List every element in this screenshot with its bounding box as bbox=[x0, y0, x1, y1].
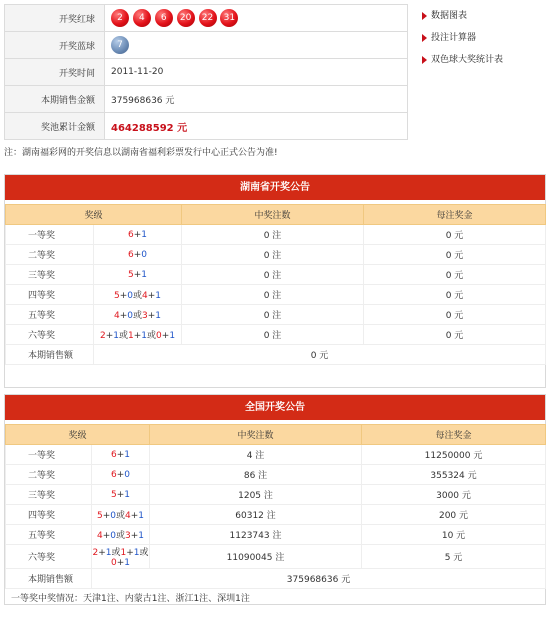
red-count: 6 bbox=[128, 249, 134, 260]
prize-rule bbox=[94, 225, 182, 245]
col-header-count: 中奖注数 bbox=[150, 425, 362, 445]
national-announcement bbox=[4, 394, 546, 605]
red-count: 2 bbox=[92, 548, 99, 558]
red-ball-label: 开奖红球 bbox=[5, 5, 105, 32]
rule-separator: 或 bbox=[133, 311, 143, 321]
rule-separator: + bbox=[161, 331, 170, 341]
province-rows bbox=[6, 225, 546, 365]
blue-count: 1 bbox=[133, 548, 140, 558]
prize-level: 五等奖 bbox=[6, 525, 92, 545]
prize-rule bbox=[92, 505, 150, 525]
draw-date-label: 开奖时间 bbox=[5, 59, 105, 86]
blue-count: 0 bbox=[127, 291, 133, 301]
prize-amount: 0 元 bbox=[364, 225, 546, 245]
link-data-chart[interactable] bbox=[422, 8, 503, 30]
prize-level: 六等奖 bbox=[6, 545, 92, 569]
rule-separator: + bbox=[116, 469, 125, 480]
triangle-right-icon bbox=[422, 34, 427, 42]
prize-level: 一等奖 bbox=[6, 225, 94, 245]
red-ball: 31 bbox=[220, 9, 238, 27]
rule-separator: 或 bbox=[111, 548, 121, 558]
total-row bbox=[6, 569, 546, 589]
table-row bbox=[6, 225, 546, 245]
total-label: 本期销售额 bbox=[6, 569, 92, 589]
rule-separator: + bbox=[147, 311, 156, 321]
prize-level: 一等奖 bbox=[6, 445, 92, 465]
table-row bbox=[6, 245, 546, 265]
sales-label: 本期销售金额 bbox=[5, 86, 105, 113]
red-count: 5 bbox=[96, 511, 103, 521]
winner-count: 11090045 注 bbox=[150, 545, 362, 569]
link-bet-calculator[interactable] bbox=[422, 30, 503, 52]
red-count: 1 bbox=[128, 331, 134, 341]
link-label: 数据图表 bbox=[431, 11, 468, 21]
rule-separator: + bbox=[119, 311, 128, 321]
rule-separator: 或 bbox=[118, 331, 128, 341]
prize-rule bbox=[94, 325, 182, 345]
rule-separator: + bbox=[98, 548, 106, 558]
rule-separator: + bbox=[119, 291, 128, 301]
table-row bbox=[6, 305, 546, 325]
winner-count: 0 注 bbox=[182, 285, 364, 305]
prize-rule bbox=[94, 265, 182, 285]
table-row bbox=[6, 505, 546, 525]
draw-info-table bbox=[4, 4, 408, 140]
prize-amount: 11250000 元 bbox=[362, 445, 546, 465]
winner-count: 0 注 bbox=[182, 305, 364, 325]
red-count: 4 bbox=[113, 311, 120, 321]
rule-separator: + bbox=[116, 558, 125, 568]
rule-separator: + bbox=[133, 331, 142, 341]
col-header-count: 中奖注数 bbox=[182, 205, 364, 225]
rule-separator: + bbox=[133, 249, 142, 260]
total-amount: 375968636 元 bbox=[92, 569, 546, 589]
rule-separator: + bbox=[130, 511, 139, 521]
blue-count: 0 bbox=[141, 249, 148, 260]
table-row bbox=[6, 525, 546, 545]
triangle-right-icon bbox=[422, 56, 427, 64]
blue-count: 1 bbox=[138, 531, 145, 541]
winner-count: 60312 注 bbox=[150, 505, 362, 525]
first-prize-note: 一等奖中奖情况：天津1注、内蒙古1注、浙江1注、深圳1注 bbox=[11, 594, 250, 604]
rule-separator: 或 bbox=[116, 531, 126, 541]
blue-count: 1 bbox=[124, 558, 131, 568]
sales-amount: 375968636 元 bbox=[105, 86, 408, 113]
winner-count: 0 注 bbox=[182, 265, 364, 285]
winner-count: 0 注 bbox=[182, 325, 364, 345]
rule-separator: + bbox=[130, 531, 139, 541]
national-prize-table bbox=[5, 424, 546, 589]
prize-rule bbox=[92, 525, 150, 545]
prize-rule bbox=[94, 305, 182, 325]
col-header-prize: 每注奖金 bbox=[362, 425, 546, 445]
red-ball: 2 bbox=[111, 9, 129, 27]
table-row bbox=[6, 465, 546, 485]
link-jackpot-stats[interactable] bbox=[422, 52, 503, 74]
table-row bbox=[6, 545, 546, 569]
total-row bbox=[6, 345, 546, 365]
blue-count: 1 bbox=[105, 548, 112, 558]
blue-count: 1 bbox=[169, 331, 176, 341]
red-count: 5 bbox=[113, 291, 120, 301]
winner-count: 0 注 bbox=[182, 245, 364, 265]
national-rows bbox=[6, 445, 546, 589]
rule-separator: + bbox=[133, 269, 142, 280]
draw-date: 2011-11-20 bbox=[105, 59, 408, 86]
prize-amount: 355324 元 bbox=[362, 465, 546, 485]
red-ball: 4 bbox=[133, 9, 151, 27]
rule-separator: + bbox=[116, 449, 125, 460]
winner-count: 4 注 bbox=[150, 445, 362, 465]
prize-amount: 200 元 bbox=[362, 505, 546, 525]
blue-count: 1 bbox=[124, 489, 131, 500]
table-row bbox=[6, 485, 546, 505]
prize-rule bbox=[94, 285, 182, 305]
red-count: 0 bbox=[111, 558, 117, 568]
rule-separator: 或 bbox=[116, 511, 126, 521]
table-row bbox=[6, 445, 546, 465]
prize-rule bbox=[92, 545, 150, 569]
province-announcement bbox=[4, 174, 546, 388]
total-amount: 0 元 bbox=[94, 345, 546, 365]
red-count: 4 bbox=[96, 531, 103, 541]
rule-separator: + bbox=[105, 331, 114, 341]
prize-level: 三等奖 bbox=[6, 265, 94, 285]
prize-level: 三等奖 bbox=[6, 485, 92, 505]
red-ball: 20 bbox=[177, 9, 195, 27]
blue-count: 0 bbox=[110, 511, 116, 521]
prize-rule bbox=[92, 445, 150, 465]
red-count: 1 bbox=[120, 548, 127, 558]
red-count: 0 bbox=[156, 331, 162, 341]
prize-rule bbox=[92, 465, 150, 485]
blue-count: 1 bbox=[141, 229, 148, 240]
prize-level: 五等奖 bbox=[6, 305, 94, 325]
rule-separator: 或 bbox=[147, 331, 157, 341]
winner-count: 0 注 bbox=[182, 225, 364, 245]
province-prize-table bbox=[5, 204, 546, 365]
rule-separator: 或 bbox=[139, 548, 149, 558]
prize-level: 四等奖 bbox=[6, 285, 94, 305]
red-count: 4 bbox=[142, 291, 148, 301]
blue-ball: 7 bbox=[111, 36, 129, 54]
red-count: 5 bbox=[128, 269, 134, 280]
prize-level: 四等奖 bbox=[6, 505, 92, 525]
prize-rule bbox=[94, 245, 182, 265]
notice-text: 注：湖南福彩网的开奖信息以湖南省福利彩票发行中心正式公告为准! bbox=[4, 148, 278, 158]
prize-level: 二等奖 bbox=[6, 245, 94, 265]
prize-amount: 0 元 bbox=[364, 245, 546, 265]
blue-count: 1 bbox=[141, 331, 148, 341]
blue-count: 1 bbox=[124, 449, 131, 460]
rule-separator: + bbox=[133, 229, 142, 240]
prize-amount: 5 元 bbox=[362, 545, 546, 569]
rule-separator: + bbox=[147, 291, 156, 301]
col-header-level: 奖级 bbox=[6, 205, 182, 225]
link-label: 投注计算器 bbox=[431, 33, 477, 43]
rule-separator: + bbox=[126, 548, 134, 558]
red-count: 6 bbox=[111, 449, 117, 460]
rule-separator: + bbox=[116, 489, 125, 500]
pool-amount: 464288592 元 bbox=[105, 113, 408, 140]
blue-count: 1 bbox=[155, 291, 162, 301]
prize-amount: 3000 元 bbox=[362, 485, 546, 505]
national-title: 全国开奖公告 bbox=[5, 395, 545, 420]
red-count: 4 bbox=[125, 511, 131, 521]
blue-count: 1 bbox=[113, 331, 119, 341]
col-header-prize: 每注奖金 bbox=[364, 205, 546, 225]
blue-count: 0 bbox=[127, 311, 133, 321]
rule-separator: + bbox=[102, 511, 111, 521]
table-row bbox=[6, 325, 546, 345]
red-count: 2 bbox=[99, 331, 106, 341]
blue-count: 1 bbox=[138, 511, 145, 521]
red-ball: 22 bbox=[199, 9, 217, 27]
blue-count: 1 bbox=[155, 311, 162, 321]
table-row bbox=[6, 285, 546, 305]
table-row bbox=[6, 265, 546, 285]
total-label: 本期销售额 bbox=[6, 345, 94, 365]
prize-amount: 0 元 bbox=[364, 325, 546, 345]
winner-count: 1123743 注 bbox=[150, 525, 362, 545]
prize-amount: 10 元 bbox=[362, 525, 546, 545]
blue-count: 1 bbox=[141, 269, 148, 280]
winner-count: 86 注 bbox=[150, 465, 362, 485]
prize-amount: 0 元 bbox=[364, 305, 546, 325]
side-links bbox=[422, 8, 503, 74]
prize-rule bbox=[92, 485, 150, 505]
red-count: 6 bbox=[128, 229, 134, 240]
winner-count: 1205 注 bbox=[150, 485, 362, 505]
rule-separator: + bbox=[102, 531, 111, 541]
blue-count: 0 bbox=[110, 531, 116, 541]
blue-balls bbox=[105, 32, 408, 59]
prize-level: 二等奖 bbox=[6, 465, 92, 485]
prize-amount: 0 元 bbox=[364, 265, 546, 285]
red-ball: 6 bbox=[155, 9, 173, 27]
red-count: 3 bbox=[125, 531, 131, 541]
red-balls bbox=[105, 5, 408, 32]
red-count: 6 bbox=[111, 469, 117, 480]
rule-separator: 或 bbox=[133, 291, 143, 301]
red-count: 3 bbox=[142, 311, 148, 321]
triangle-right-icon bbox=[422, 12, 427, 20]
blue-ball-label: 开奖蓝球 bbox=[5, 32, 105, 59]
province-title: 湖南省开奖公告 bbox=[5, 175, 545, 200]
link-label: 双色球大奖统计表 bbox=[431, 55, 504, 65]
prize-level: 六等奖 bbox=[6, 325, 94, 345]
red-count: 5 bbox=[111, 489, 117, 500]
blue-count: 0 bbox=[124, 469, 131, 480]
pool-label: 奖池累计金额 bbox=[5, 113, 105, 140]
prize-amount: 0 元 bbox=[364, 285, 546, 305]
col-header-level: 奖级 bbox=[6, 425, 150, 445]
